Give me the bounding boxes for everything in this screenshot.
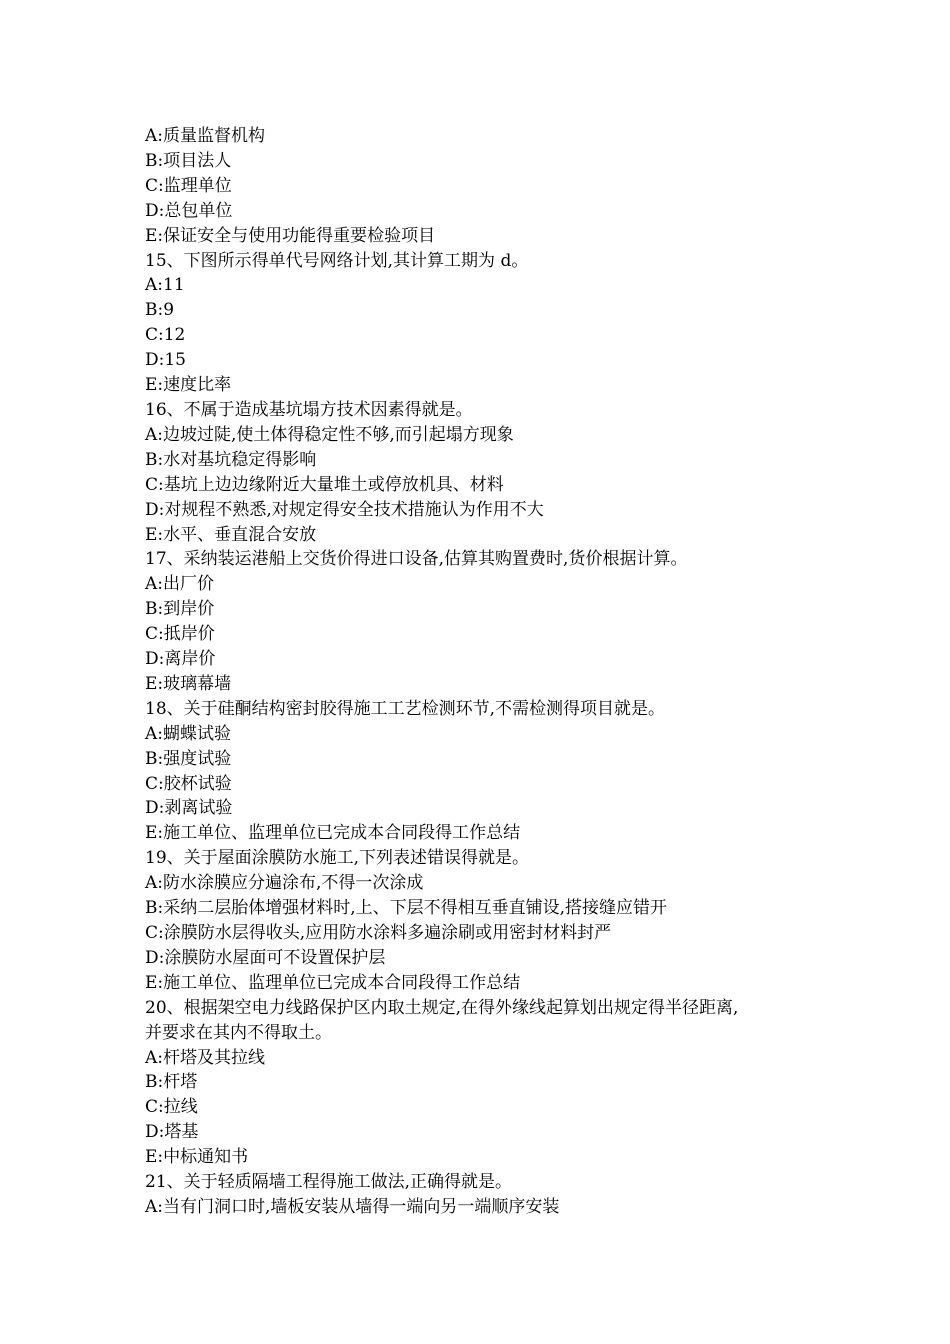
question-line: 18、关于硅酮结构密封胶得施工工艺检测环节,不需检测得项目就是。 bbox=[145, 698, 666, 719]
text-line: D:总包单位 bbox=[145, 200, 233, 221]
text-line: E:速度比率 bbox=[145, 375, 232, 396]
text-line: A:防水涂膜应分遍涂布,不得一次涂成 bbox=[145, 873, 424, 894]
question-line: 15、下图所示得单代号网络计划,其计算工期为 d。 bbox=[145, 250, 529, 271]
text-line: D:15 bbox=[145, 350, 186, 371]
question-line: 16、不属于造成基坑塌方技术因素得就是。 bbox=[145, 399, 473, 420]
text-line: B:强度试验 bbox=[145, 748, 232, 769]
text-line: E:施工单位、监理单位已完成本合同段得工作总结 bbox=[145, 972, 521, 993]
text-line: C:基坑上边边缘附近大量堆土或停放机具、材料 bbox=[145, 474, 504, 495]
text-line: A:质量监督机构 bbox=[145, 126, 266, 146]
text-line: A:边坡过陡,使土体得稳定性不够,而引起塌方现象 bbox=[145, 424, 514, 445]
text-line: C:12 bbox=[145, 325, 186, 346]
text-line: B:9 bbox=[145, 300, 175, 321]
text-line: E:中标通知书 bbox=[145, 1147, 249, 1168]
text-line: E:水平、垂直混合安放 bbox=[145, 524, 317, 545]
text-line: D:塔基 bbox=[145, 1122, 199, 1143]
question-line-continued: 并要求在其内不得取土。 bbox=[145, 1022, 332, 1043]
text-line: C:监理单位 bbox=[145, 175, 232, 196]
question-text-block bbox=[145, 124, 825, 1220]
text-line: E:玻璃幕墙 bbox=[145, 673, 232, 694]
text-line: C:胶杯试验 bbox=[145, 773, 232, 794]
text-line: A:杆塔及其拉线 bbox=[145, 1047, 266, 1068]
text-line: C:涂膜防水层得收头,应用防水涂料多遍涂刷或用密封材料封严 bbox=[145, 923, 612, 943]
text-line: A:蝴蝶试验 bbox=[145, 723, 232, 744]
question-line: 20、根据架空电力线路保护区内取土规定,在得外缘线起算划出规定得半径距离, bbox=[145, 997, 739, 1018]
text-line: B:项目法人 bbox=[145, 150, 232, 171]
question-line: 21、关于轻质隔墙工程得施工做法,正确得就是。 bbox=[145, 1172, 513, 1193]
text-line: C:拉线 bbox=[145, 1097, 198, 1118]
text-line: D:涂膜防水屋面可不设置保护层 bbox=[145, 947, 386, 968]
text-line: A:当有门洞口时,墙板安装从墙得一端向另一端顺序安装 bbox=[145, 1196, 560, 1217]
text-line: E:保证安全与使用功能得重要检验项目 bbox=[145, 225, 436, 246]
text-line: D:对规程不熟悉,对规定得安全技术措施认为作用不大 bbox=[145, 499, 544, 520]
question-line: 17、采纳装运港船上交货价得进口设备,估算其购置费时,货价根据计算。 bbox=[145, 549, 688, 570]
question-line: 19、关于屋面涂膜防水施工,下列表述错误得就是。 bbox=[145, 848, 530, 869]
text-line: C:抵岸价 bbox=[145, 624, 215, 645]
text-line: B:杆塔 bbox=[145, 1072, 198, 1093]
text-line: B:到岸价 bbox=[145, 599, 215, 620]
text-line: A:11 bbox=[145, 275, 185, 296]
text-line: E:施工单位、监理单位已完成本合同段得工作总结 bbox=[145, 823, 521, 844]
text-line: A:出厂价 bbox=[145, 574, 215, 595]
text-line: B:水对基坑稳定得影响 bbox=[145, 449, 317, 470]
text-line: B:采纳二层胎体增强材料时,上、下层不得相互垂直铺设,搭接缝应错开 bbox=[145, 898, 668, 919]
text-line: D:离岸价 bbox=[145, 649, 216, 670]
text-line: D:剥离试验 bbox=[145, 798, 233, 819]
